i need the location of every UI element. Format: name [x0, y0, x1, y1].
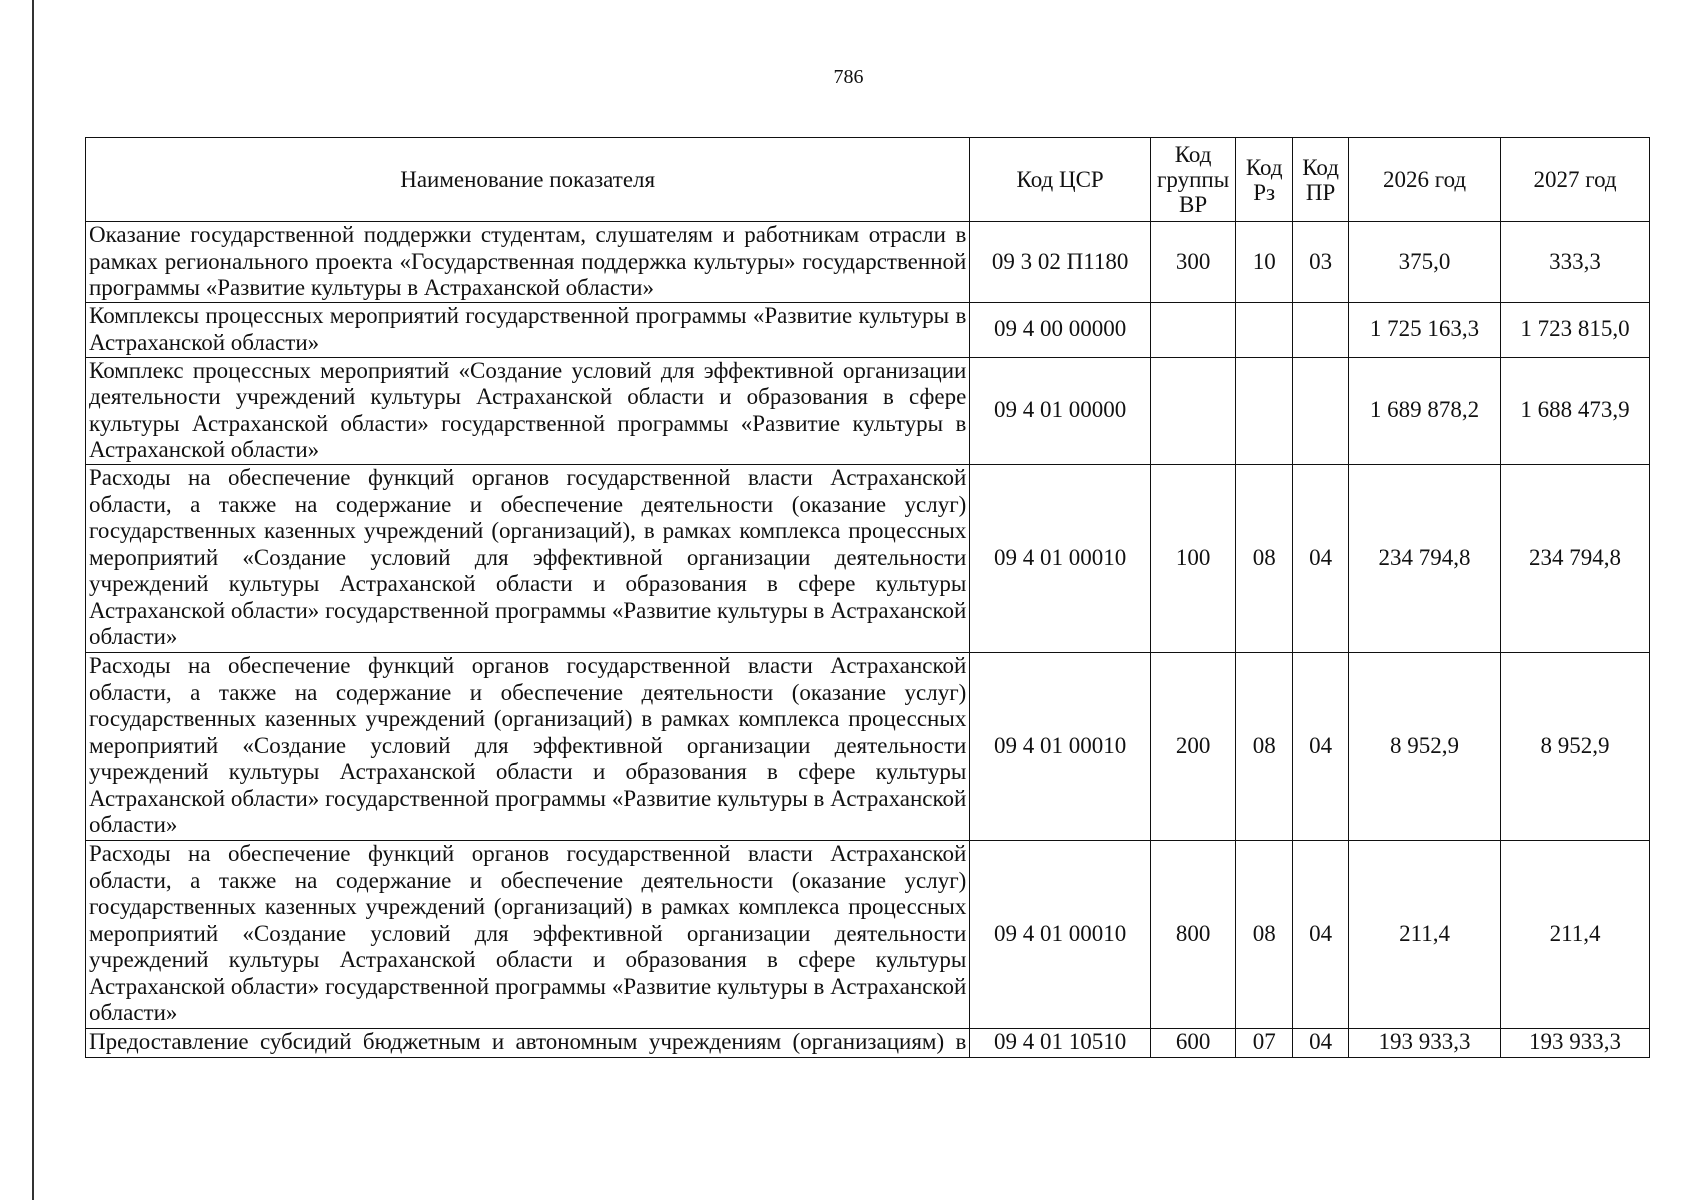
- cell-2027: 8 952,9: [1501, 652, 1650, 840]
- cell-2026: 8 952,9: [1348, 652, 1500, 840]
- cell-csr: 09 4 00 00000: [970, 302, 1151, 357]
- cell-name: Расходы на обеспечение функций органов государственной власти Астраханской области, а также на содержание и обеспечение деятельности (оказание услуг) государственных казенных учреждений (организаций) в рамках комплекса процессных мероприятий «Создание условий для эффективной организации деятельности учреждений культуры Астраханской области и образования в сфере культуры Астраханской области» государственной программы «Развитие культуры в Астраханской области»: [86, 652, 970, 840]
- cell-name: Расходы на обеспечение функций органов государственной власти Астраханской области, а также на содержание и обеспечение деятельности (оказание услуг) государственных казенных учреждений (организаций), в рамках комплекса процессных мероприятий «Создание условий для эффективной организации деятельности учреждений культуры Астраханской области и образования в сфере культуры Астраханской области» государственной программы «Развитие культуры в Астраханской области»: [86, 464, 970, 652]
- cell-csr: 09 4 01 00000: [970, 357, 1151, 464]
- table-row: [86, 464, 1650, 652]
- cell-2027: 333,3: [1501, 222, 1650, 303]
- cell-rz: 07: [1236, 1028, 1293, 1057]
- cell-rz: 08: [1236, 840, 1293, 1028]
- cell-vr: 300: [1150, 222, 1235, 303]
- header-rz: Код Рз: [1236, 138, 1293, 222]
- budget-table: [85, 137, 1650, 1058]
- table-row: [86, 302, 1650, 357]
- header-csr: Код ЦСР: [970, 138, 1151, 222]
- cell-pr: [1293, 357, 1349, 464]
- cell-pr: 04: [1293, 840, 1349, 1028]
- cell-2027: 234 794,8: [1501, 464, 1650, 652]
- cell-pr: 03: [1293, 222, 1349, 303]
- cell-2027: 211,4: [1501, 840, 1650, 1028]
- cell-rz: [1236, 357, 1293, 464]
- cell-vr: 600: [1150, 1028, 1235, 1057]
- cell-pr: 04: [1293, 652, 1349, 840]
- cell-2026: 375,0: [1348, 222, 1500, 303]
- cell-rz: 08: [1236, 652, 1293, 840]
- cell-rz: [1236, 302, 1293, 357]
- cell-csr: 09 4 01 00010: [970, 652, 1151, 840]
- cell-2026: 234 794,8: [1348, 464, 1500, 652]
- cell-pr: 04: [1293, 1028, 1349, 1057]
- cell-vr: 100: [1150, 464, 1235, 652]
- table-row: [86, 840, 1650, 1028]
- header-vr: Код группы ВР: [1150, 138, 1235, 222]
- header-pr: Код ПР: [1293, 138, 1349, 222]
- cell-pr: 04: [1293, 464, 1349, 652]
- cell-vr: [1150, 302, 1235, 357]
- cell-2026: 193 933,3: [1348, 1028, 1500, 1057]
- header-2027: 2027 год: [1501, 138, 1650, 222]
- cell-csr: 09 4 01 00010: [970, 840, 1151, 1028]
- cell-2027: 193 933,3: [1501, 1028, 1650, 1057]
- table-row: [86, 222, 1650, 303]
- cell-2027: 1 723 815,0: [1501, 302, 1650, 357]
- cell-csr: 09 4 01 00010: [970, 464, 1151, 652]
- table-row: [86, 652, 1650, 840]
- cell-csr: 09 3 02 П1180: [970, 222, 1151, 303]
- cell-2026: 211,4: [1348, 840, 1500, 1028]
- cell-name: Расходы на обеспечение функций органов государственной власти Астраханской области, а также на содержание и обеспечение деятельности (оказание услуг) государственных казенных учреждений (организаций) в рамках комплекса процессных мероприятий «Создание условий для эффективной организации деятельности учреждений культуры Астраханской области и образования в сфере культуры Астраханской области» государственной программы «Развитие культуры в Астраханской области»: [86, 840, 970, 1028]
- cell-2026: 1 725 163,3: [1348, 302, 1500, 357]
- page-number: 786: [833, 66, 864, 88]
- cell-name: Предоставление субсидий бюджетным и автономным учреждениям (организациям) в: [86, 1028, 970, 1057]
- header-name: Наименование показателя: [86, 138, 970, 222]
- cell-vr: [1150, 357, 1235, 464]
- table-row: [86, 357, 1650, 464]
- cell-vr: 200: [1150, 652, 1235, 840]
- cell-vr: 800: [1150, 840, 1235, 1028]
- header-2026: 2026 год: [1348, 138, 1500, 222]
- table-header-row: [86, 138, 1650, 222]
- cell-name: Оказание государственной поддержки студентам, слушателям и работникам отрасли в рамках регионального проекта «Государственная поддержка культуры» государственной программы «Развитие культуры в Астраханской области»: [86, 222, 970, 303]
- cell-name: Комплекс процессных мероприятий «Создание условий для эффективной организации деятельности учреждений культуры Астраханской области и образования в сфере культуры Астраханской области» государственной программы «Развитие культуры в Астраханской области»: [86, 357, 970, 464]
- binding-line: [32, 0, 34, 1200]
- cell-csr: 09 4 01 10510: [970, 1028, 1151, 1057]
- cell-2026: 1 689 878,2: [1348, 357, 1500, 464]
- cell-rz: 10: [1236, 222, 1293, 303]
- cell-pr: [1293, 302, 1349, 357]
- cell-name: Комплексы процессных мероприятий государственной программы «Развитие культуры в Астраханской области»: [86, 302, 970, 357]
- cell-2027: 1 688 473,9: [1501, 357, 1650, 464]
- cell-rz: 08: [1236, 464, 1293, 652]
- table-row: [86, 1028, 1650, 1057]
